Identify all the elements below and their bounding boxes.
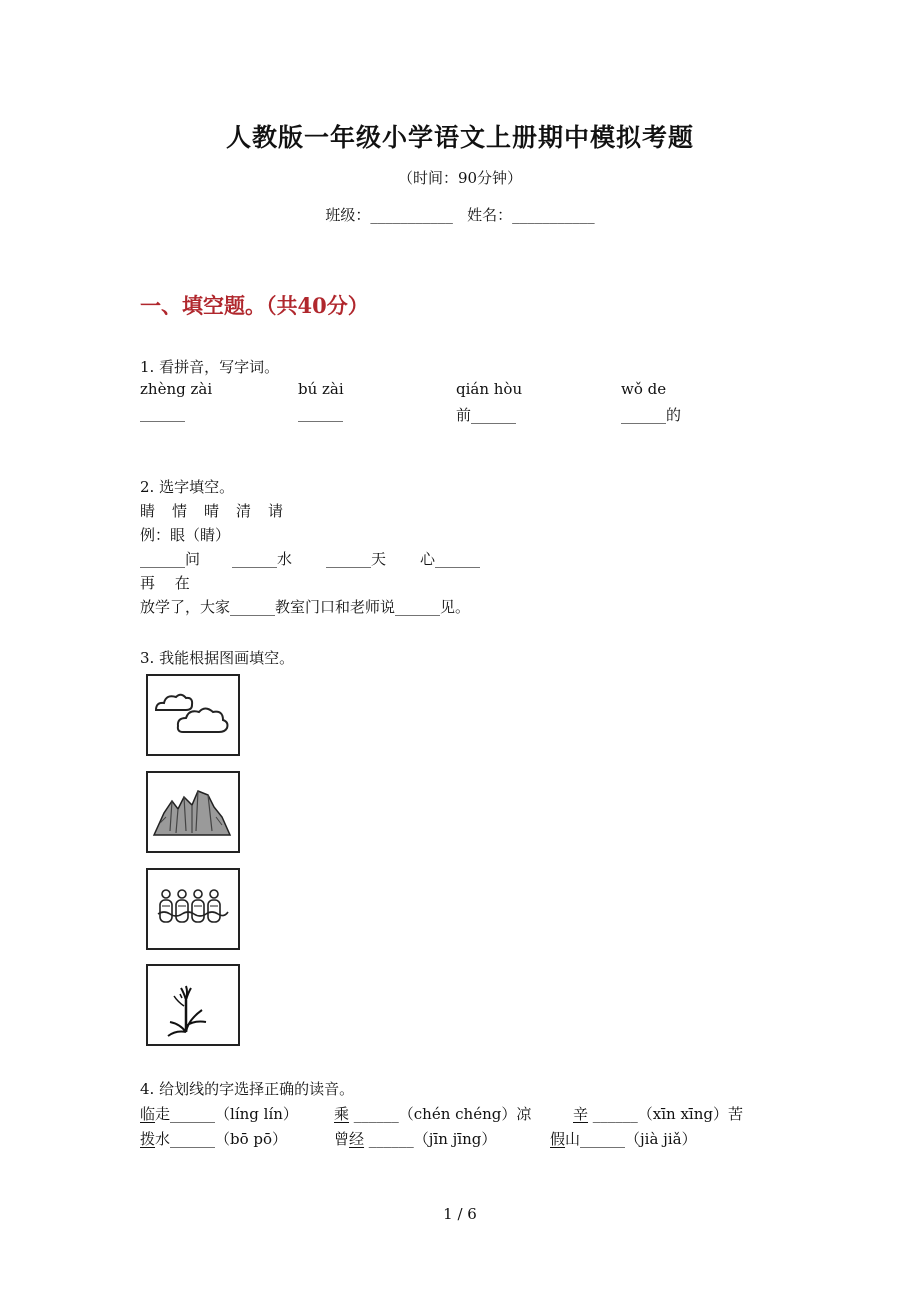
student-info-line (0, 204, 920, 225)
q2-example: 例：眼（睛） (140, 526, 231, 544)
mountain-picture (146, 771, 240, 853)
q2-blank-2[interactable]: ______水 (232, 550, 293, 568)
q4-item-6[interactable] (550, 1128, 697, 1149)
q2-sentence[interactable]: 放学了，大家______教室门口和老师说______见。 (140, 598, 471, 616)
mountain-icon (148, 773, 238, 851)
q4-prompt: 4. 给划线的字选择正确的读音。 (140, 1080, 355, 1098)
q4-item-3[interactable] (573, 1103, 743, 1124)
q1-answer-2[interactable]: ______ (298, 404, 343, 422)
underlined-char: 临 (140, 1105, 156, 1123)
q2-blank-1[interactable]: ______问 (140, 550, 201, 568)
cloud-icon (148, 676, 238, 754)
q4-item-1[interactable] (140, 1103, 298, 1124)
underlined-char: 经 (349, 1130, 365, 1148)
q4-item-5[interactable] (334, 1128, 496, 1149)
underlined-char: 假 (550, 1130, 566, 1148)
plant-picture (146, 964, 240, 1046)
class-label: 班级： (325, 206, 371, 224)
q1-answer-4[interactable]: ______的 (621, 406, 682, 424)
silkworm-icon (148, 870, 238, 948)
class-blank[interactable]: ___________ (370, 206, 453, 224)
name-label: 姓名： (467, 206, 513, 224)
underlined-char: 辛 (573, 1105, 589, 1123)
section-heading: 一、填空题。（共40分） (140, 293, 369, 318)
q4-item-4-text: 水______（bō pō） (155, 1130, 288, 1148)
q1-answer-3[interactable]: 前______ (456, 406, 517, 424)
plant-icon (148, 966, 238, 1044)
q4-item-5-text: ______（jīn jīng） (364, 1130, 497, 1148)
page-number: 1 / 6 (443, 1205, 477, 1223)
q1-answer-1[interactable]: ______ (140, 404, 185, 422)
q4-item-1-text: 走______（líng lín） (155, 1105, 298, 1123)
cloud-picture (146, 674, 240, 756)
q4-item-5-prefix: 曾 (334, 1130, 350, 1148)
q2-blank-3[interactable]: ______天 (326, 550, 387, 568)
q4-item-2-text: ______（chén chéng）凉 (349, 1105, 532, 1123)
q3-prompt: 3. 我能根据图画填空。 (140, 649, 295, 667)
q2-blank-4[interactable]: 心______ (420, 550, 481, 568)
time-subtitle: （时间：90分钟） (397, 169, 523, 187)
q4-item-3-text: ______（xīn xīng）苦 (588, 1105, 743, 1123)
q2-prompt: 2. 选字填空。 (140, 478, 235, 496)
q2-char-options: 睛 情 晴 清 请 (140, 502, 285, 520)
q1-pinyin-2: bú zài (298, 380, 344, 398)
page-title: 人教版一年级小学语文上册期中模拟考题 (225, 123, 694, 152)
q4-item-6-text: 山______（jià jiǎ） (565, 1130, 697, 1148)
q1-prompt: 1. 看拼音，写字词。 (140, 358, 280, 376)
q1-pinyin-4: wǒ de (621, 380, 667, 398)
name-blank[interactable]: ___________ (512, 206, 595, 224)
silkworm-picture (146, 868, 240, 950)
q1-pinyin-1: zhèng zài (140, 380, 213, 398)
underlined-char: 乘 (334, 1105, 350, 1123)
q4-item-2[interactable] (334, 1103, 531, 1124)
q1-pinyin-3: qián hòu (456, 380, 523, 398)
q2-char-options-2: 再 在 (140, 574, 190, 592)
underlined-char: 拨 (140, 1130, 156, 1148)
q4-item-4[interactable] (140, 1128, 287, 1149)
